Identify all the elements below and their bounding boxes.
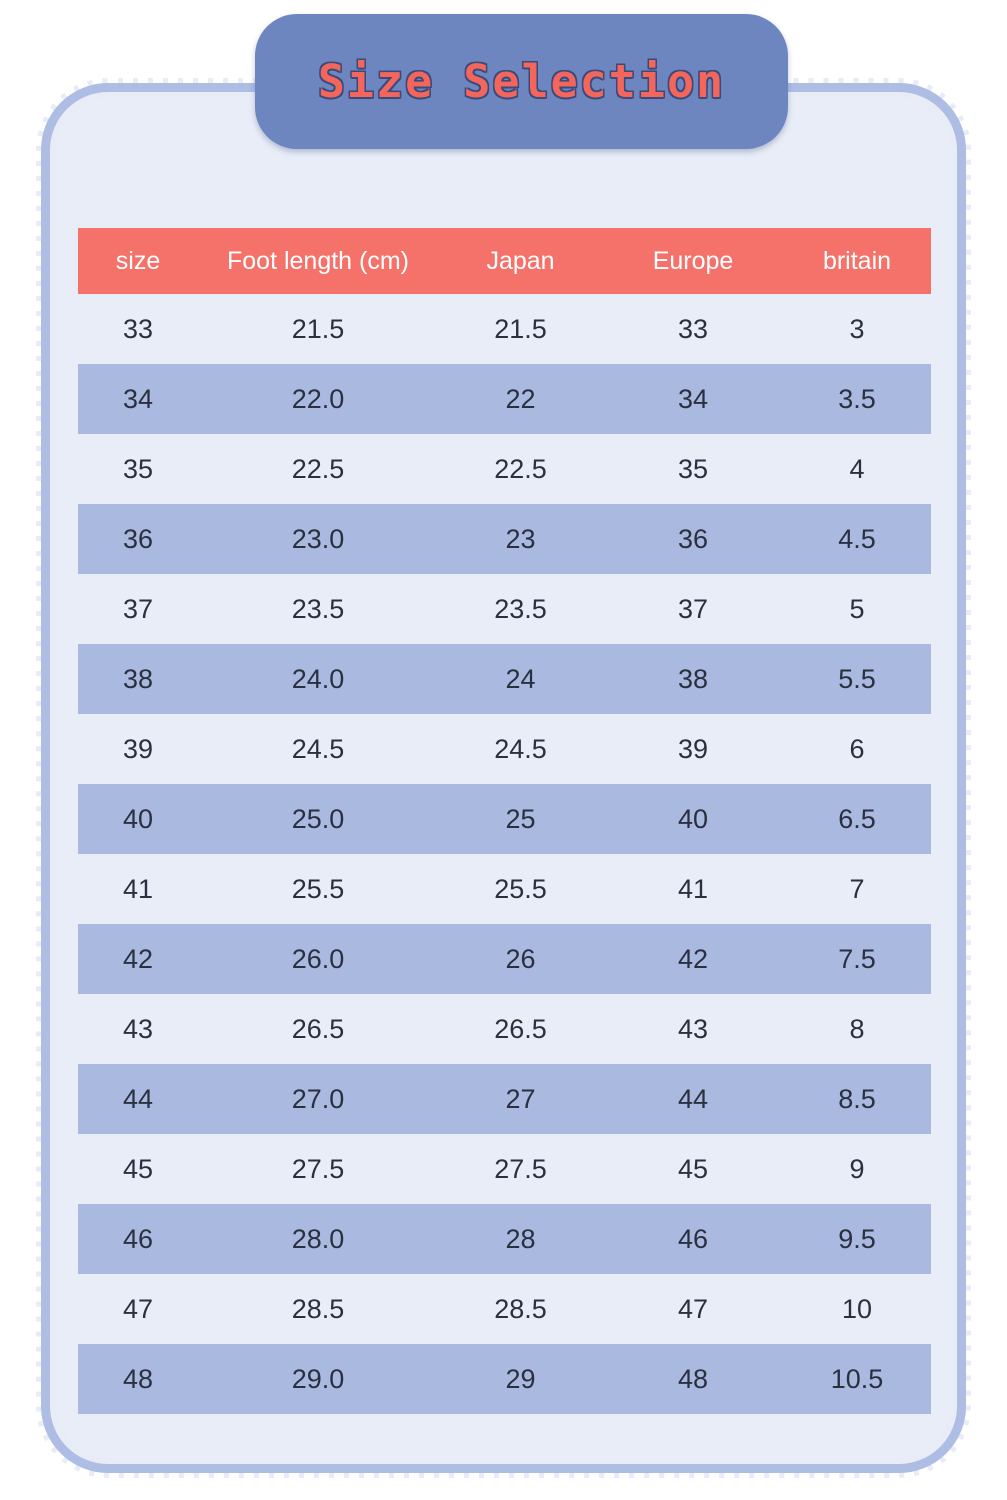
column-header-size: size bbox=[78, 228, 198, 294]
cell-europe: 33 bbox=[603, 294, 783, 364]
table-row bbox=[78, 1064, 931, 1134]
cell-europe: 44 bbox=[603, 1064, 783, 1134]
cell-foot-length: 26.5 bbox=[198, 994, 438, 1064]
cell-britain: 8.5 bbox=[783, 1064, 931, 1134]
cell-foot-length: 25.5 bbox=[198, 854, 438, 924]
cell-size: 34 bbox=[78, 364, 198, 434]
column-header-japan: Japan bbox=[438, 228, 603, 294]
cell-size: 40 bbox=[78, 784, 198, 854]
table-row bbox=[78, 994, 931, 1064]
cell-europe: 38 bbox=[603, 644, 783, 714]
cell-britain: 7.5 bbox=[783, 924, 931, 994]
table-header-row bbox=[78, 228, 931, 294]
table-row bbox=[78, 784, 931, 854]
cell-foot-length: 21.5 bbox=[198, 294, 438, 364]
cell-japan: 28.5 bbox=[438, 1274, 603, 1344]
cell-size: 39 bbox=[78, 714, 198, 784]
cell-foot-length: 28.5 bbox=[198, 1274, 438, 1344]
cell-europe: 43 bbox=[603, 994, 783, 1064]
cell-foot-length: 26.0 bbox=[198, 924, 438, 994]
cell-japan: 25.5 bbox=[438, 854, 603, 924]
cell-britain: 3 bbox=[783, 294, 931, 364]
cell-size: 48 bbox=[78, 1344, 198, 1414]
cell-europe: 48 bbox=[603, 1344, 783, 1414]
cell-foot-length: 22.0 bbox=[198, 364, 438, 434]
cell-britain: 10.5 bbox=[783, 1344, 931, 1414]
cell-size: 41 bbox=[78, 854, 198, 924]
cell-size: 35 bbox=[78, 434, 198, 504]
table-row bbox=[78, 644, 931, 714]
size-table bbox=[78, 228, 931, 1414]
cell-europe: 35 bbox=[603, 434, 783, 504]
cell-japan: 23.5 bbox=[438, 574, 603, 644]
table-row bbox=[78, 924, 931, 994]
cell-foot-length: 24.0 bbox=[198, 644, 438, 714]
cell-foot-length: 29.0 bbox=[198, 1344, 438, 1414]
cell-europe: 39 bbox=[603, 714, 783, 784]
cell-foot-length: 23.0 bbox=[198, 504, 438, 574]
cell-britain: 6.5 bbox=[783, 784, 931, 854]
title-banner bbox=[255, 14, 788, 149]
cell-japan: 22 bbox=[438, 364, 603, 434]
cell-japan: 23 bbox=[438, 504, 603, 574]
table-row bbox=[78, 1344, 931, 1414]
table-row bbox=[78, 294, 931, 364]
cell-britain: 9 bbox=[783, 1134, 931, 1204]
cell-foot-length: 25.0 bbox=[198, 784, 438, 854]
cell-britain: 4 bbox=[783, 434, 931, 504]
cell-britain: 6 bbox=[783, 714, 931, 784]
cell-britain: 5.5 bbox=[783, 644, 931, 714]
cell-size: 36 bbox=[78, 504, 198, 574]
cell-britain: 8 bbox=[783, 994, 931, 1064]
cell-japan: 22.5 bbox=[438, 434, 603, 504]
cell-foot-length: 22.5 bbox=[198, 434, 438, 504]
column-header-foot-length: Foot length (cm) bbox=[198, 228, 438, 294]
cell-japan: 24.5 bbox=[438, 714, 603, 784]
cell-size: 33 bbox=[78, 294, 198, 364]
cell-japan: 27 bbox=[438, 1064, 603, 1134]
cell-europe: 46 bbox=[603, 1204, 783, 1274]
table-row bbox=[78, 364, 931, 434]
size-table-container bbox=[78, 228, 931, 1414]
cell-europe: 45 bbox=[603, 1134, 783, 1204]
cell-japan: 24 bbox=[438, 644, 603, 714]
cell-europe: 36 bbox=[603, 504, 783, 574]
cell-foot-length: 27.0 bbox=[198, 1064, 438, 1134]
table-row bbox=[78, 854, 931, 924]
table-header bbox=[78, 228, 931, 294]
cell-europe: 47 bbox=[603, 1274, 783, 1344]
cell-size: 42 bbox=[78, 924, 198, 994]
cell-japan: 25 bbox=[438, 784, 603, 854]
cell-japan: 28 bbox=[438, 1204, 603, 1274]
cell-europe: 41 bbox=[603, 854, 783, 924]
cell-japan: 26.5 bbox=[438, 994, 603, 1064]
cell-europe: 40 bbox=[603, 784, 783, 854]
table-body bbox=[78, 294, 931, 1414]
page-title: Size Selection bbox=[317, 55, 726, 108]
cell-size: 44 bbox=[78, 1064, 198, 1134]
cell-britain: 3.5 bbox=[783, 364, 931, 434]
table-row bbox=[78, 1134, 931, 1204]
table-row bbox=[78, 434, 931, 504]
cell-foot-length: 28.0 bbox=[198, 1204, 438, 1274]
cell-foot-length: 23.5 bbox=[198, 574, 438, 644]
cell-japan: 27.5 bbox=[438, 1134, 603, 1204]
cell-britain: 5 bbox=[783, 574, 931, 644]
cell-britain: 10 bbox=[783, 1274, 931, 1344]
cell-size: 43 bbox=[78, 994, 198, 1064]
cell-europe: 42 bbox=[603, 924, 783, 994]
table-row bbox=[78, 1274, 931, 1344]
cell-size: 45 bbox=[78, 1134, 198, 1204]
table-row bbox=[78, 1204, 931, 1274]
table-row bbox=[78, 574, 931, 644]
table-row bbox=[78, 714, 931, 784]
cell-europe: 34 bbox=[603, 364, 783, 434]
cell-foot-length: 27.5 bbox=[198, 1134, 438, 1204]
cell-japan: 21.5 bbox=[438, 294, 603, 364]
cell-japan: 26 bbox=[438, 924, 603, 994]
cell-britain: 4.5 bbox=[783, 504, 931, 574]
cell-europe: 37 bbox=[603, 574, 783, 644]
cell-foot-length: 24.5 bbox=[198, 714, 438, 784]
table-row bbox=[78, 504, 931, 574]
cell-japan: 29 bbox=[438, 1344, 603, 1414]
cell-size: 37 bbox=[78, 574, 198, 644]
column-header-britain: britain bbox=[783, 228, 931, 294]
cell-size: 38 bbox=[78, 644, 198, 714]
cell-britain: 7 bbox=[783, 854, 931, 924]
cell-size: 46 bbox=[78, 1204, 198, 1274]
cell-britain: 9.5 bbox=[783, 1204, 931, 1274]
column-header-europe: Europe bbox=[603, 228, 783, 294]
cell-size: 47 bbox=[78, 1274, 198, 1344]
